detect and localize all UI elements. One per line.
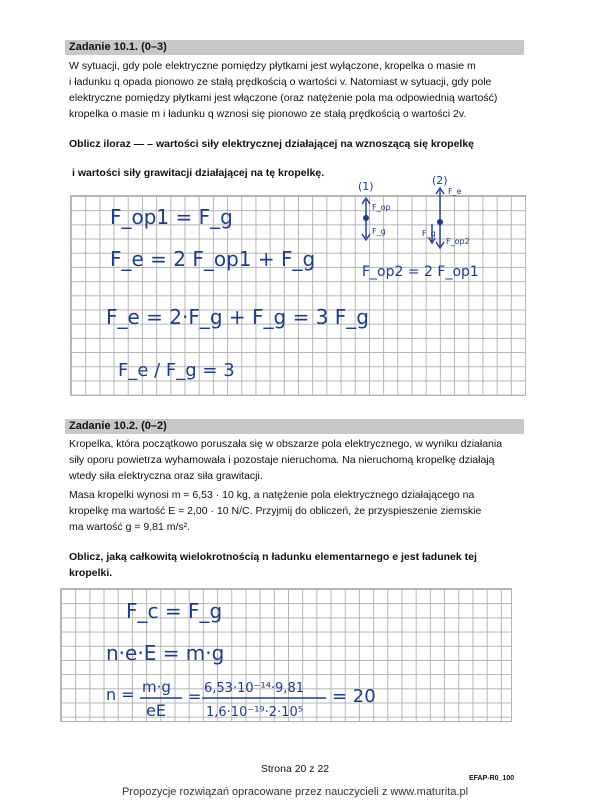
label-2: (2) [432,174,448,187]
sol2-result: = 20 [332,686,376,707]
handwritten-solution-2 [60,588,520,728]
task-10-1-instruction [69,136,524,152]
diagram-fg-label: F_g [372,227,386,236]
sol1-eq1: F_op1 = F_g [110,205,233,229]
sol2-frac1-den: eE [146,701,166,720]
sol1-eq4: F_e / F_g = 3 [118,360,235,381]
task-10-2-instruction [69,549,524,581]
sol1-eq5: F_op2 = 2 F_op1 [362,264,479,280]
task-10-2-line: Kropelka, która początkowo poruszała się w obszarze pola elektrycznego, w wyniku działania [69,438,503,450]
label-1: (1) [358,180,374,193]
sol1-eq3: F_e = 2·F_g + F_g = 3 F_g [106,305,369,329]
task-10-1-line: elektryczne pomiędzy płytkami jest włączone (oraz natężenie pola ma odpowiednią wartość) [69,92,498,104]
sol2-frac2-num: 6,53·10⁻¹⁴·9,81 [204,681,304,696]
diagram-fg2-label: F_g [422,229,436,238]
task-10-2-text [69,436,524,484]
task-10-2-header: Zadanie 10.2. (0–2) [65,419,524,434]
diagram-fe-label: F_e [448,187,462,196]
instruction-line: Oblicz, jaką całkowitą wielokrotnością n ładunku elementarnego e jest ładunek tej [69,551,477,563]
instruction-line: kropelki. [69,567,113,579]
task-10-2-data [69,487,524,535]
task-10-1-header: Zadanie 10.1. (0–3) [65,40,524,55]
instruction-line: Oblicz iloraz — – wartości siły elektrycznej działającej na wznoszącą się kropelkę [69,138,475,150]
sol2-eq1: F_c = F_g [126,599,223,623]
task-10-2-line: ma wartość g = 9,81 m/s². [69,521,191,533]
task-10-1-line: i ładunku q opada pionowo ze stałą prędkością o wartości v. Natomiast w sytuacji, gdy pole [69,76,492,88]
svg-text:=: = [188,687,202,706]
sol2-frac2-den: 1,6·10⁻¹⁹·2·10⁵ [206,705,303,720]
instruction-line: i wartości siły grawitacji działającej na tę kropelkę. [72,167,325,179]
sol2-eq2: n·e·E = m·g [106,641,225,665]
diagram-fop-label: F_op [372,203,391,212]
task-10-1-instruction-2 [72,165,527,181]
sol2-lhs: n = [106,685,135,704]
task-10-2-line: Masa kropelki wynosi m = 6,53 · 10 kg, a natężenie pola elektrycznego działającego na [69,489,475,501]
footer-credit: Propozycje rozwiązań opracowane przez nauczycieli z www.maturita.pl [121,786,469,798]
task-10-1-text [69,58,524,122]
handwritten-solution-1 [70,174,530,400]
sol2-frac1-num: m·g [142,678,171,696]
task-10-2-line: wtedy siła elektryczna oraz siła grawitacji. [69,470,263,482]
document-code: EFAP-R0_100 [469,775,515,782]
task-10-2-line: kropelkę ma wartość E = 2,00 · 10 N/C. Przyjmij do obliczeń, że przyspieszenie ziemskie [69,505,482,517]
sol1-eq2: F_e = 2 F_op1 + F_g [110,247,316,271]
task-10-1-line: W sytuacji, gdy pole elektryczne pomiędzy płytkami jest wyłączone, kropelka o masie m [69,60,476,72]
task-10-2-line: siły oporu powietrza wyhamowała i pozostaje nieruchoma. Na nieruchomą kropelkę działają [69,454,495,466]
task-10-1-line: kropelka o masie m i ładunku q wznosi się pionowo ze stałą prędkością o wartości 2v. [69,108,467,120]
page-number: Strona 20 z 22 [260,763,330,775]
diagram-fop2-label: F_op2 [446,237,470,246]
